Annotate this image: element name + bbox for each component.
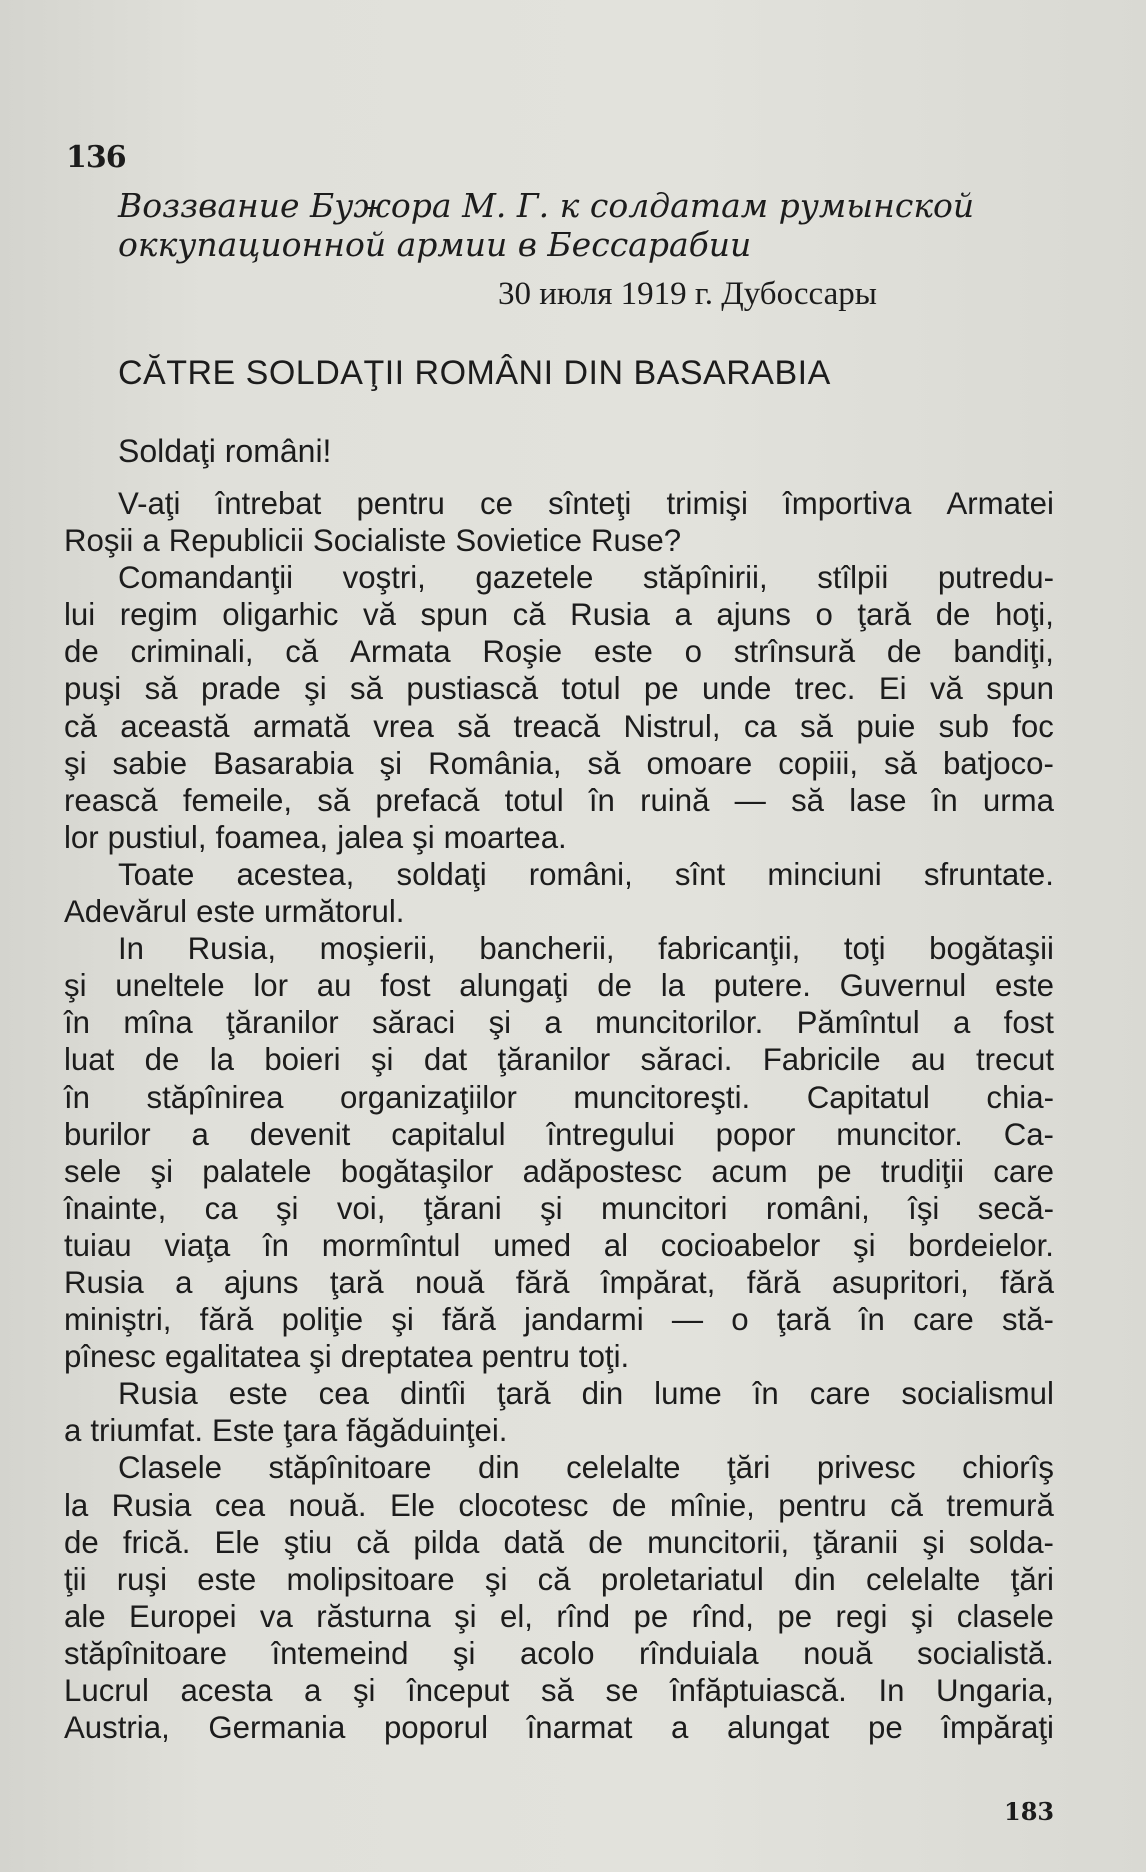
heading-line-1: Воззвание Бужора М. Г. к солдатам румынской [118, 186, 975, 225]
letter-title: CĂTRE SOLDAŢII ROMÂNI DIN BASARABIA [118, 354, 831, 392]
text-line: ţii ruşi este molipsitoare şi că proletariatul din celelalte ţări [64, 1561, 1054, 1597]
text-line: burilor a devenit capitalul întregului popor muncitor. Ca- [64, 1116, 1054, 1152]
text-line: Roşii a Republicii Socialiste Sovietice Ruse? [64, 523, 682, 559]
text-line: Rusia a ajuns ţară nouă fără împărat, fără asupritori, fără [64, 1264, 1054, 1300]
text-line: lor pustiul, foamea, jalea şi moartea. [64, 819, 567, 855]
heading-line-2: оккупационной армии в Бессарабии [118, 225, 752, 264]
text-line: Toate acestea, soldaţi români, sînt minciuni sfruntate. [118, 856, 1054, 892]
text-line: a triumfat. Este ţara făgăduinţei. [64, 1413, 508, 1449]
text-line: la Rusia cea nouă. Ele clocotesc de mînie, pentru că tremură [64, 1487, 1054, 1523]
text-line: tuiau viaţa în mormîntul umed al cocioabelor şi bordeielor. [64, 1227, 1054, 1263]
salutation: Soldaţi români! [118, 433, 332, 469]
text-line: rească femeile, să prefacă totul în ruină — să lase în urma [64, 782, 1054, 818]
text-line: ale Europei va răsturna şi el, rînd pe rînd, pe regi şi clasele [64, 1598, 1054, 1634]
text-line: puşi să prade şi să pustiască totul pe unde trec. Ei vă spun [64, 671, 1054, 707]
text-line: şi uneltele lor au fost alungaţi de la putere. Guvernul este [64, 968, 1054, 1004]
text-line: Clasele stăpînitoare din celelalte ţări privesc chiorîş [118, 1450, 1054, 1486]
letter-body [64, 485, 1054, 1746]
text-line: luat de la boieri şi dat ţăranilor săraci. Fabricile au trecut [64, 1042, 1054, 1078]
text-line: V-aţi întrebat pentru ce sînteţi trimişi împortiva Armatei [118, 486, 1054, 521]
text-line: Austria, Germania poporul înarmat a alungat pe împăraţi [64, 1710, 1054, 1746]
text-line: şi sabie Basarabia şi România, să omoare copiii, să batjoco- [64, 745, 1054, 781]
text-line: că această armată vrea să treacă Nistrul, ca să puie sub foc [64, 708, 1054, 744]
footer-number: 183 [1004, 1797, 1055, 1826]
text-line: lui regim oligarhic vă spun că Rusia a ajuns o ţară de hoţi, [64, 597, 1054, 633]
document-heading [118, 186, 1018, 264]
text-line: înainte, ca şi voi, ţărani şi muncitori români, îşi secă- [64, 1190, 1054, 1226]
text-line: miniştri, fără poliţie şi fără jandarmi — o ţară în care stă- [64, 1302, 1054, 1338]
text-line: pînesc egalitatea şi dreptatea pentru toţi. [64, 1339, 630, 1375]
text-line: Comandanţii voştri, gazetele stăpînirii, stîlpii putredu- [118, 560, 1054, 596]
text-line: stăpînitoare întemeind şi acolo rînduiala nouă socialistă. [64, 1635, 1054, 1671]
text-line: Rusia este cea dintîi ţară din lume în care socialismul [118, 1376, 1054, 1412]
text-line: In Rusia, moşierii, bancherii, fabricanţii, toţi bogătaşii [118, 931, 1054, 967]
text-line: în mîna ţăranilor săraci şi a muncitorilor. Pămîntul a fost [64, 1005, 1054, 1041]
text-line: Lucrul acesta a şi început să se înfăptuiască. In Ungaria, [64, 1673, 1054, 1708]
text-line: în stăpînirea organizaţiilor muncitoreşti. Capitatul chia- [64, 1079, 1054, 1115]
dateline: 30 июля 1919 г. Дубоссары [498, 276, 877, 312]
text-line: de frică. Ele ştiu că pilda dată de muncitorii, ţăranii şi solda- [64, 1524, 1054, 1560]
text-line: Adevărul este următorul. [64, 894, 405, 930]
text-line: de criminali, că Armata Roşie este o strînsură de bandiţi, [64, 634, 1054, 670]
text-line: sele şi palatele bogătaşilor adăpostesc acum pe trudiţii care [64, 1153, 1054, 1189]
page-number: 136 [66, 140, 126, 175]
